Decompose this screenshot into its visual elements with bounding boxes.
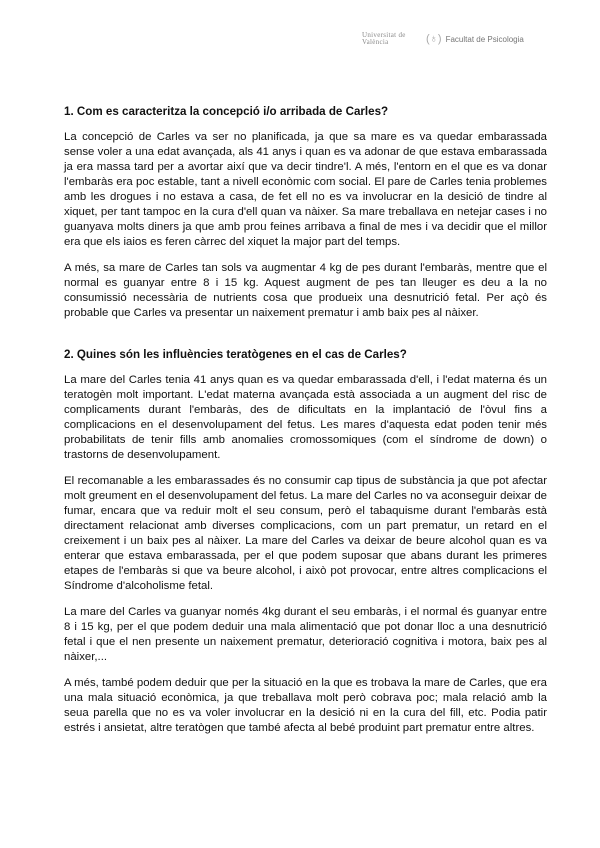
section-1-paragraph-1: La concepció de Carles va ser no planificada, ja que sa mare es va quedar embarassada sense voler a una edat avançada, als 41 anys i quan es va adonar de que estava embarassada ja era massa tard per a avortar així que va decir tindre'l. A més, l'entorn en el que es va donar l'embaràs era poc estable, tant a nivell econòmic com social. El pare de Carles tenia problemes amb les drogues i no estava a casa, de fet ell no es va involucrar en la desició de tindre al xiquet, per tant tampoc en la cura d'ell quan va nàixer. Sa mare treballava en netejar cases i no guanyava molts diners ja que amb prou feines arribava a final de mes i va decidir que el millor era que els iaios es feren càrrec del xiquet la major part del temps. xyxy=(64,131,547,248)
document-body xyxy=(64,104,547,736)
section-1-heading: 1. Com es caracteritza la concepció i/o arribada de Carles? xyxy=(64,105,389,118)
section-1-paragraph-2: A més, sa mare de Carles tan sols va augmentar 4 kg de pes durant l'embaràs, mentre que el normal es guanyar entre 8 i 15 kg. Aquest augment de pes tan lleuger es deu a la no consumissió necessària de nutrients cosa que produeix una desnutrició fetal. Per açò és probable que Carles va presentar un naixement prematur i amb baix pes al nàixer. xyxy=(64,262,547,319)
section-2-paragraph-4: A més, també podem deduir que per la situació en la que es trobava la mare de Carles, que era una mala situació econòmica, ja que treballava molt però cobrava poc; mala relació amb la seua parella que no es va voler involucrar en la desició ni en la cura del fill, etc. Podia patir estrés i ansietat, altre teratògen que també afecta al bebé produint part prematur entre altres. xyxy=(64,677,547,734)
section-2-paragraph-3: La mare del Carles va guanyar només 4kg durant el seu embaràs, i el normal és guanyar entre 8 i 15 kg, per el que podem deduir una mala alimentació que pot donar lloc a una desnutrició fetal i que el nen presente un naixement prematur, deterioració cognitiva i motora, baix pes al nàixer,... xyxy=(64,606,547,663)
section-2-heading: 2. Quines són les influències teratògenes en el cas de Carles? xyxy=(64,348,407,361)
section-2-paragraph-2: El recomanable a les embarassades és no consumir cap tipus de substància ja que pot afectar molt greument en el desenvolupament del fetus. La mare del Carles no va aconseguir deixar de fumar, encara que va reduir molt el seu consum, però el tabaquisme durant l'embaràs està directament relacionat amb diverses complicacions, com un part prematur, un retard en el creixement i un baix pes al nàixer. La mare del Carles va deixar de beure alcohol quan es va enterar que estava embarassada, per el que podem suposar que abans durant les primeres etapes de l'embaràs si que va beure alcohol, i això pot provocar, entre altres complicacions el Síndrome d'alcoholisme fetal. xyxy=(64,475,547,592)
faculty-name: Facultat de Psicologia xyxy=(445,34,524,44)
logo-symbol-icon: (♁) xyxy=(426,33,442,45)
section-2-paragraph-1: La mare del Carles tenia 41 anys quan es va quedar embarassada d'ell, i l'edat materna és un teratogèn molt important. L'edat materna avançada està associada a un augment del risc de complicaments durant l'embaràs, des de dificultats en la implantació de l'òvul fins a complicacions en el desenvolupament del fetus. Les mares d'aquesta edat poden tenir més probabilitats de tenir fills amb anomalies cromossomiques (com el síndrome de down) o trastorns de desenvolupament. xyxy=(64,374,547,461)
university-logo xyxy=(362,32,524,46)
university-name: Universitat de València xyxy=(362,31,406,46)
